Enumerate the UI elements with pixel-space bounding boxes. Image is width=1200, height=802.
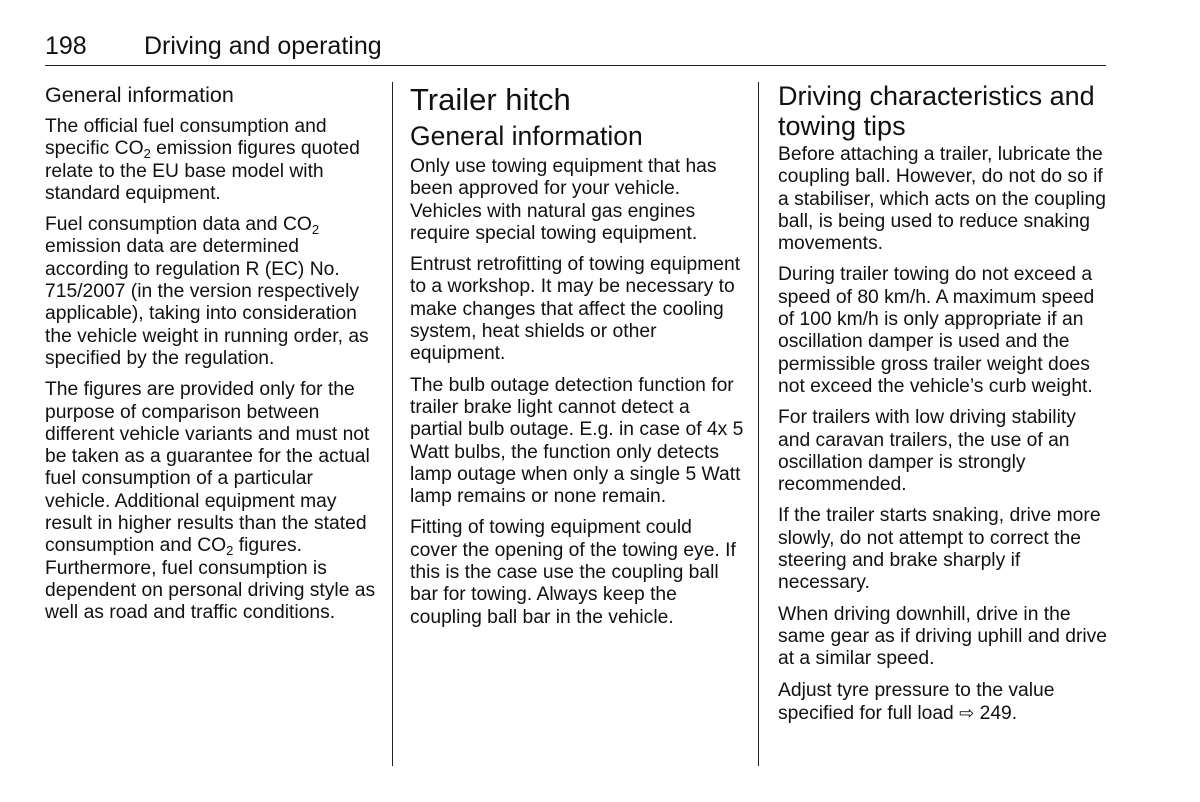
column-trailer-hitch (410, 82, 744, 638)
heading-driving-characteristics: Driving characteristics and towing tips (778, 81, 1095, 141)
col2-paragraph: Entrust retrofitting of towing equipment to a workshop. It may be necessary to make changes that affect the cooling system, heat shields or other equipment. (410, 254, 741, 365)
col3-paragraph: During trailer towing do not exceed a speed of 80 km/h. A maximum speed of 100 km/h is only appropriate if an oscillation damper is used and the permissible gross trailer weight does not exceed the vehicle’s curb weight. (778, 264, 1095, 397)
col2-paragraph: Only use towing equipment that has been approved for your vehicle. Vehicles with natural gas engines require special towing equipment. (410, 156, 717, 244)
column-fuel-consumption (45, 82, 377, 634)
column-divider-right (758, 82, 759, 766)
col3-paragraph: For trailers with low driving stability and caravan trailers, the use of an oscillation damper is strongly recommended. (778, 407, 1076, 496)
column-towing-tips (778, 82, 1110, 734)
col2-paragraph: Fitting of towing equipment could cover the opening of the towing eye. If this is the case use the coupling ball bar for towing. Always keep the coupling ball bar in the vehicle. (410, 517, 736, 628)
col1-paragraph: The official fuel consumption and specific $CO_2$ emission figures quoted relate to the EU base model with standard equipment. (45, 116, 360, 204)
col3-paragraph: When driving downhill, drive in the same gear as if driving uphill and drive at a similar speed. (778, 603, 1108, 670)
column-divider-left (392, 82, 393, 766)
page-reference-arrow-icon: ⇨ (959, 702, 975, 723)
subheading-general-information: General information (410, 121, 643, 151)
section-heading-trailer-hitch: Trailer hitch (410, 82, 571, 117)
col1-paragraph: Fuel consumption data and $CO_2$ emission data are determined according to regulation R (EC) No. 715/2007 (in the version respectively applicable), taking into consideration the vehicle weight in running order, as specified by the regulation. (45, 214, 369, 369)
col3-paragraph: If the trailer starts snaking, drive more slowly, do not attempt to correct the steering and brake sharply if necessary. (778, 505, 1101, 594)
col3-paragraph: Before attaching a trailer, lubricate the coupling ball. However, do not do so if a stabiliser, which acts on the coupling ball, is being used to reduce snaking movements. (778, 144, 1106, 255)
col2-paragraph: The bulb outage detection function for trailer brake light cannot detect a partial bulb outage. E.g. in case of 4x 5 Watt bulbs, the function only detects lamp outage when only a single 5 Watt lamp remains or none remain. (410, 374, 744, 508)
col1-paragraph: The figures are provided only for the purpose of comparison between different vehicle variants and must not be taken as a guarantee for the actual fuel consumption of a particular vehicle. Additional equipment may result in higher results than the stated consumption and $CO_2$ figures. Furthermore, fuel consumption is dependent on personal driving style as well as road and traffic conditions. (45, 379, 376, 624)
col3-paragraph: Adjust tyre pressure to the value specified for full load ⇨ 249. (778, 679, 1055, 724)
page-reference-link[interactable]: 249 (979, 702, 1012, 724)
page-number: 198 (45, 32, 87, 60)
section-title: Driving and operating (144, 32, 382, 60)
header-rule (45, 65, 1106, 66)
col1-heading: General information (45, 83, 234, 107)
